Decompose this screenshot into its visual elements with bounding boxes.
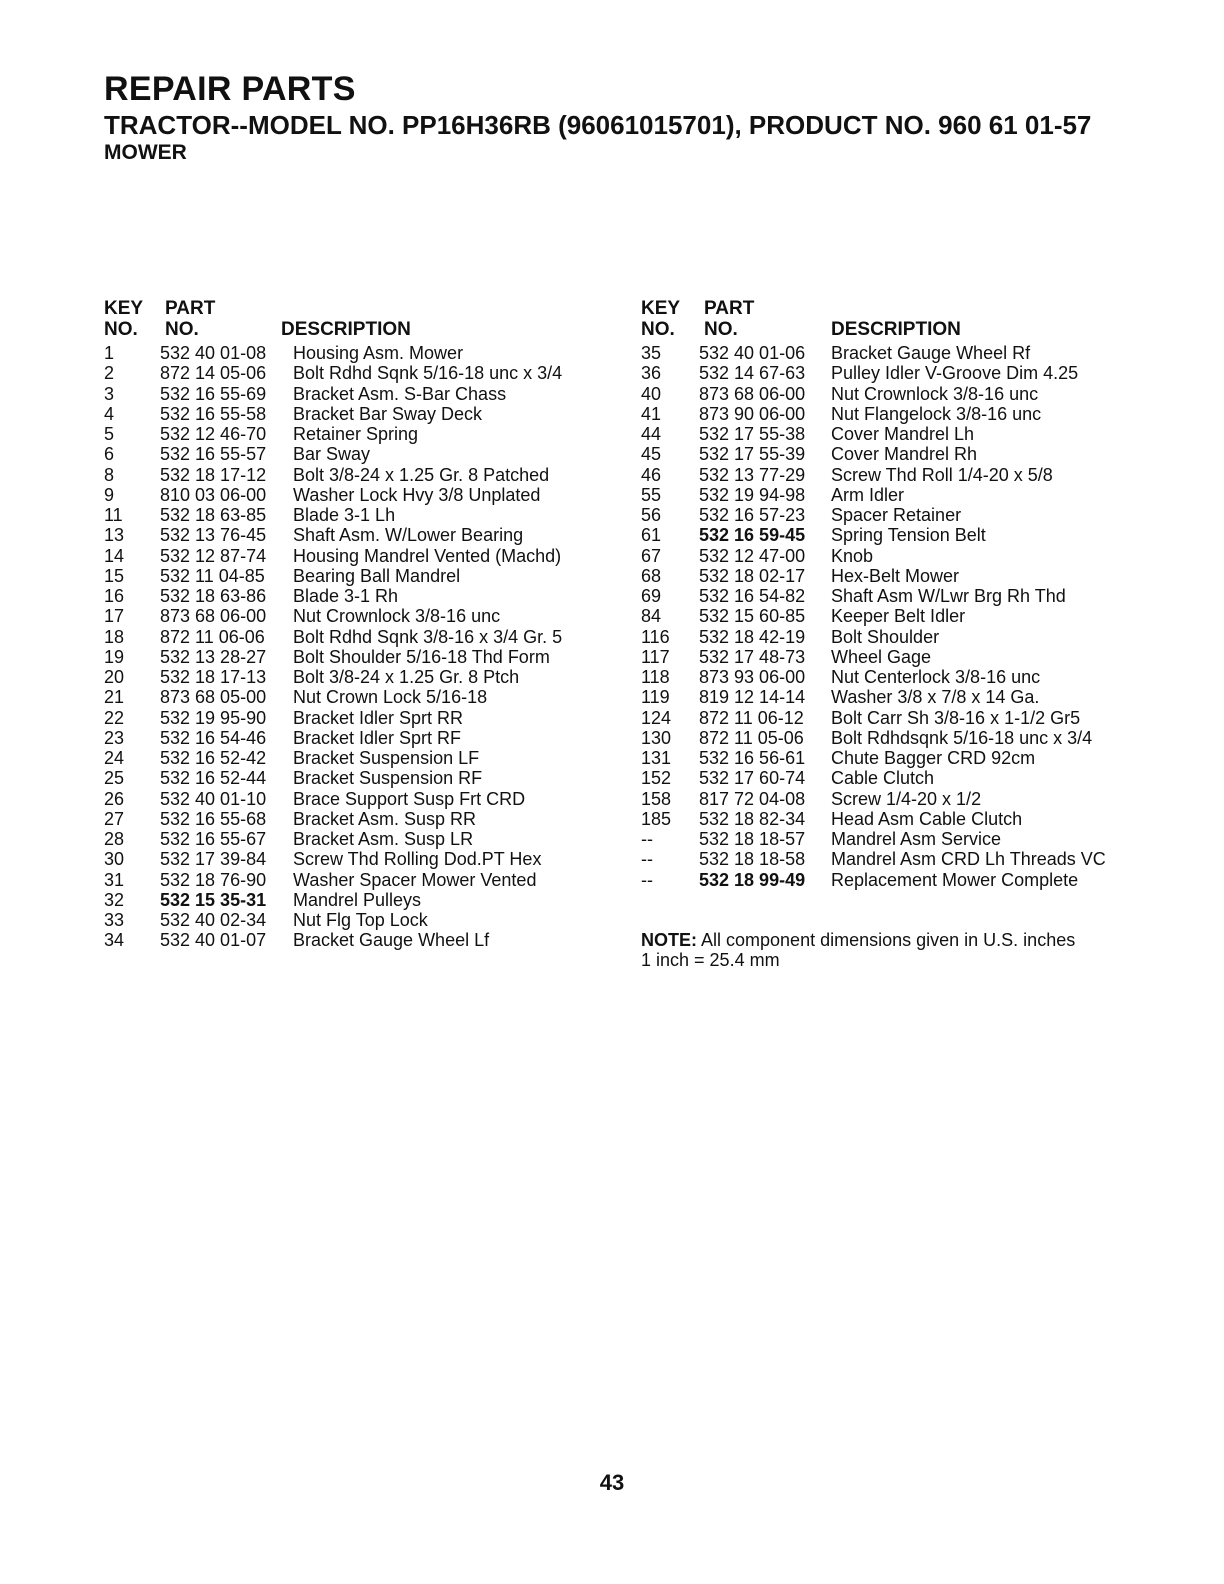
part-number: 532 15 60-85 (699, 606, 806, 627)
part-number: 532 18 42-19 (699, 626, 806, 647)
key-number: 55 (641, 484, 662, 505)
part-description: Nut Crown Lock 5/16-18 (293, 687, 488, 708)
part-description: Spring Tension Belt (831, 525, 986, 546)
key-number: 25 (104, 768, 125, 789)
part-number: 873 68 05-00 (160, 687, 267, 708)
part-number: 532 17 55-39 (699, 444, 806, 465)
key-number: 18 (104, 626, 125, 647)
part-description: Housing Asm. Mower (293, 343, 464, 363)
key-number: 36 (641, 363, 662, 384)
table-row (104, 667, 604, 687)
key-number: 26 (104, 788, 125, 809)
part-number: 532 40 01-10 (160, 788, 267, 809)
table-row (104, 890, 604, 910)
table-row (104, 910, 604, 930)
key-number: 23 (104, 727, 125, 748)
part-number: 532 18 17-13 (160, 667, 267, 687)
key-number: 24 (104, 748, 125, 768)
part-number: 532 16 55-57 (160, 444, 267, 465)
table-row (104, 525, 604, 545)
part-number: 532 16 57-23 (699, 505, 806, 525)
part-description: Bolt 3/8-24 x 1.25 Gr. 8 Patched (293, 464, 550, 485)
part-description: Shaft Asm. W/Lower Bearing (293, 525, 524, 546)
table-row (104, 586, 604, 606)
table-row (104, 768, 604, 788)
key-header-line2: NO. (104, 319, 138, 340)
table-row (104, 849, 604, 869)
table-row (104, 606, 604, 626)
table-row (641, 384, 1161, 404)
table-row (641, 829, 1161, 849)
part-description: Knob (831, 545, 874, 566)
key-number: 9 (104, 484, 115, 505)
description-header: DESCRIPTION (281, 319, 411, 340)
part-number: 532 19 95-90 (160, 707, 267, 728)
part-number: 532 12 47-00 (699, 545, 806, 566)
part-number: 532 18 18-57 (699, 829, 806, 849)
table-row (641, 606, 1161, 626)
part-number: 532 18 18-58 (699, 849, 806, 870)
part-description: Chute Bagger CRD 92cm (831, 748, 1036, 768)
key-number: 131 (641, 748, 672, 768)
table-row (104, 424, 604, 444)
note-label: NOTE: (641, 930, 697, 950)
page-title: REPAIR PARTS (104, 70, 356, 108)
section-title: MOWER (104, 141, 187, 164)
part-number: 532 18 99-49 (699, 869, 806, 890)
note-conversion: 1 inch = 25.4 mm (641, 950, 780, 970)
part-description: Bracket Gauge Wheel Rf (831, 343, 1031, 363)
key-number: 130 (641, 727, 672, 748)
key-header-line1: KEY (641, 298, 681, 319)
parts-table-right (641, 299, 1161, 890)
part-number: 532 12 46-70 (160, 424, 267, 444)
key-number: 118 (641, 667, 670, 687)
table-row (641, 444, 1161, 464)
table-row (104, 687, 604, 707)
table-row (641, 505, 1161, 525)
part-number: 872 11 06-12 (699, 707, 804, 728)
key-number: 30 (104, 849, 125, 870)
part-number: 532 40 01-06 (699, 343, 806, 363)
key-number: 67 (641, 545, 662, 566)
part-description: Cable Clutch (831, 768, 935, 789)
part-description: Mandrel Asm Service (831, 829, 1002, 849)
key-number: 5 (104, 424, 115, 444)
part-description: Screw 1/4-20 x 1/2 (831, 788, 982, 809)
part-description: Nut Crownlock 3/8-16 unc (293, 606, 501, 627)
table-row (104, 829, 604, 849)
key-number: 40 (641, 383, 662, 404)
key-number: -- (641, 849, 653, 870)
part-description: Brace Support Susp Frt CRD (293, 788, 526, 809)
table-row (641, 627, 1161, 647)
part-description: Spacer Retainer (831, 505, 962, 525)
table-row (641, 485, 1161, 505)
part-description: Bracket Bar Sway Deck (293, 403, 483, 424)
part-description: Bolt Rdhd Sqnk 3/8-16 x 3/4 Gr. 5 (293, 626, 563, 647)
table-row (641, 546, 1161, 566)
key-number: 33 (104, 910, 125, 930)
part-description: Bearing Ball Mandrel (293, 565, 461, 586)
part-description: Blade 3-1 Lh (293, 505, 396, 525)
part-number: 532 13 28-27 (160, 646, 267, 667)
part-description: Bolt Rdhd Sqnk 5/16-18 unc x 3/4 (293, 363, 563, 384)
table-row (104, 566, 604, 586)
part-number: 873 68 06-00 (699, 383, 806, 404)
part-number: 817 72 04-08 (699, 788, 806, 809)
table-row (104, 870, 604, 890)
key-number: 34 (104, 930, 125, 951)
part-description: Shaft Asm W/Lwr Brg Rh Thd (831, 586, 1066, 606)
table-row (104, 363, 604, 383)
table-row (641, 667, 1161, 687)
part-description: Arm Idler (831, 484, 905, 505)
table-header (104, 299, 604, 343)
part-description: Bracket Idler Sprt RF (293, 727, 462, 748)
part-description: Bolt Shoulder 5/16-18 Thd Form (293, 646, 550, 667)
key-number: 11 (104, 505, 123, 525)
dimension-note (641, 930, 1075, 970)
table-row (104, 627, 604, 647)
page-number: 43 (599, 1470, 625, 1495)
key-number: 27 (104, 808, 125, 829)
table-row (641, 647, 1161, 667)
key-number: 45 (641, 444, 662, 465)
part-description: Washer 3/8 x 7/8 x 14 Ga. (831, 687, 1040, 708)
parts-table-left (104, 299, 604, 951)
part-description: Mandrel Pulleys (293, 889, 422, 910)
part-header-line1: PART (704, 298, 755, 319)
table-row (641, 789, 1161, 809)
table-row (641, 363, 1161, 383)
part-number: 873 93 06-00 (699, 667, 806, 687)
key-number: 35 (641, 343, 662, 363)
part-number: 532 18 82-34 (699, 808, 806, 829)
key-number: 152 (641, 768, 672, 789)
part-number: 532 13 76-45 (160, 525, 267, 546)
part-description: Bracket Suspension LF (293, 748, 480, 768)
part-description: Nut Centerlock 3/8-16 unc (831, 667, 1041, 687)
key-header-line2: NO. (641, 319, 675, 340)
part-number: 532 17 55-38 (699, 424, 806, 444)
table-row (641, 566, 1161, 586)
key-number: 2 (104, 363, 115, 384)
part-description: Bracket Suspension RF (293, 768, 483, 789)
key-number: 69 (641, 586, 662, 606)
key-header-line1: KEY (104, 298, 144, 319)
key-number: 4 (104, 403, 115, 424)
key-number: 41 (641, 403, 662, 424)
part-number: 532 13 77-29 (699, 464, 806, 485)
part-number: 532 19 94-98 (699, 484, 806, 505)
part-description: Cover Mandrel Rh (831, 444, 978, 465)
part-description: Mandrel Asm CRD Lh Threads VC (831, 849, 1106, 870)
part-number: 532 18 17-12 (160, 464, 267, 485)
part-number: 532 16 59-45 (699, 525, 806, 546)
part-number: 819 12 14-14 (699, 687, 806, 708)
parts-list-right (641, 343, 1161, 890)
table-row (641, 708, 1161, 728)
key-number: 14 (104, 545, 125, 566)
table-row (641, 748, 1161, 768)
table-row (104, 647, 604, 667)
part-description: Nut Flangelock 3/8-16 unc (831, 403, 1042, 424)
key-number: 3 (104, 383, 115, 404)
part-description: Screw Thd Rolling Dod.PT Hex (293, 849, 542, 870)
part-description: Nut Flg Top Lock (293, 910, 428, 930)
part-number: 532 16 54-82 (699, 586, 806, 606)
part-description: Bolt Rdhdsqnk 5/16-18 unc x 3/4 (831, 727, 1093, 748)
part-number: 872 11 05-06 (699, 727, 804, 748)
table-row (641, 870, 1161, 890)
table-row (641, 586, 1161, 606)
description-header: DESCRIPTION (831, 319, 961, 340)
part-description: Screw Thd Roll 1/4-20 x 5/8 (831, 464, 1053, 485)
table-row (641, 849, 1161, 869)
part-number: 532 16 54-46 (160, 727, 267, 748)
part-description: Blade 3-1 Rh (293, 586, 399, 606)
part-header-line2: NO. (704, 319, 738, 340)
key-number: 13 (104, 525, 125, 546)
part-number: 873 90 06-00 (699, 403, 806, 424)
part-description: Bracket Asm. Susp RR (293, 808, 477, 829)
table-row (104, 728, 604, 748)
part-description: Bracket Gauge Wheel Lf (293, 930, 490, 951)
key-number: -- (641, 829, 653, 849)
key-number: 20 (104, 667, 125, 687)
key-number: 32 (104, 889, 125, 910)
key-number: 15 (104, 565, 125, 586)
part-number: 532 18 63-86 (160, 586, 267, 606)
part-number: 532 17 39-84 (160, 849, 267, 870)
part-number: 532 14 67-63 (699, 363, 806, 384)
note-text: All component dimensions given in U.S. inches (701, 930, 1076, 950)
part-description: Hex-Belt Mower (831, 565, 960, 586)
table-row (641, 687, 1161, 707)
parts-list-left (104, 343, 604, 951)
part-header-line2: NO. (165, 319, 199, 340)
part-number: 532 11 04-85 (160, 565, 265, 586)
part-description: Cover Mandrel Lh (831, 424, 975, 444)
table-row (104, 930, 604, 950)
key-number: 17 (104, 606, 125, 627)
part-description: Washer Spacer Mower Vented (293, 869, 537, 890)
key-number: 119 (641, 687, 670, 708)
part-number: 532 12 87-74 (160, 545, 267, 566)
key-number: 22 (104, 707, 125, 728)
key-number: 68 (641, 565, 662, 586)
part-description: Pulley Idler V-Groove Dim 4.25 (831, 363, 1079, 384)
table-row (104, 546, 604, 566)
table-row (104, 505, 604, 525)
part-number: 532 40 01-07 (160, 930, 267, 951)
part-number: 532 16 52-42 (160, 748, 267, 768)
key-number: 6 (104, 444, 115, 465)
part-number: 532 18 76-90 (160, 869, 267, 890)
table-row (641, 343, 1161, 363)
part-number: 532 15 35-31 (160, 889, 267, 910)
table-row (104, 789, 604, 809)
part-number: 532 17 48-73 (699, 646, 806, 667)
part-number: 532 16 55-68 (160, 808, 267, 829)
part-description: Bolt 3/8-24 x 1.25 Gr. 8 Ptch (293, 667, 520, 687)
key-number: 84 (641, 606, 662, 627)
key-number: 19 (104, 646, 125, 667)
part-number: 810 03 06-00 (160, 484, 267, 505)
model-subtitle: TRACTOR--MODEL NO. PP16H36RB (96061015701), PRODUCT NO. 960 61 01-57 (104, 110, 1092, 140)
part-description: Bracket Asm. S-Bar Chass (293, 383, 507, 404)
table-row (104, 404, 604, 424)
key-number: 44 (641, 424, 662, 444)
table-row (641, 404, 1161, 424)
key-number: 21 (104, 687, 125, 708)
part-number: 532 16 56-61 (699, 748, 806, 768)
part-description: Head Asm Cable Clutch (831, 808, 1023, 829)
table-row (104, 485, 604, 505)
key-number: 61 (641, 525, 662, 546)
part-number: 532 18 63-85 (160, 505, 267, 525)
part-header-line1: PART (165, 298, 216, 319)
key-number: 185 (641, 808, 672, 829)
table-row (641, 465, 1161, 485)
part-description: Washer Lock Hvy 3/8 Unplated (293, 484, 541, 505)
part-number: 872 14 05-06 (160, 363, 267, 384)
key-number: 1 (104, 343, 115, 363)
table-row (104, 343, 604, 363)
part-number: 532 18 02-17 (699, 565, 806, 586)
table-row (641, 768, 1161, 788)
key-number: 124 (641, 707, 672, 728)
table-row (104, 384, 604, 404)
key-number: 28 (104, 829, 125, 849)
table-header (641, 299, 1161, 343)
part-description: Replacement Mower Complete (831, 869, 1079, 890)
part-description: Retainer Spring (293, 424, 419, 444)
key-number: 116 (641, 626, 670, 647)
part-number: 532 40 02-34 (160, 910, 267, 930)
part-number: 532 16 52-44 (160, 768, 267, 789)
key-number: 16 (104, 586, 125, 606)
part-description: Bolt Carr Sh 3/8-16 x 1-1/2 Gr5 (831, 707, 1081, 728)
part-description: Wheel Gage (831, 646, 932, 667)
table-row (104, 444, 604, 464)
key-number: 117 (641, 646, 670, 667)
table-row (641, 424, 1161, 444)
table-row (641, 809, 1161, 829)
key-number: -- (641, 869, 653, 890)
key-number: 31 (104, 869, 125, 890)
part-number: 532 40 01-08 (160, 343, 267, 363)
table-row (104, 748, 604, 768)
part-description: Housing Mandrel Vented (Machd) (293, 545, 562, 566)
table-row (104, 809, 604, 829)
part-number: 532 16 55-58 (160, 403, 267, 424)
part-number: 532 16 55-67 (160, 829, 267, 849)
key-number: 46 (641, 464, 662, 485)
part-description: Bracket Asm. Susp LR (293, 829, 474, 849)
key-number: 158 (641, 788, 672, 809)
table-row (641, 525, 1161, 545)
part-description: Bolt Shoulder (831, 626, 940, 647)
table-row (104, 465, 604, 485)
part-number: 532 16 55-69 (160, 383, 267, 404)
part-number: 872 11 06-06 (160, 626, 265, 647)
part-number: 873 68 06-00 (160, 606, 267, 627)
part-description: Bracket Idler Sprt RR (293, 707, 464, 728)
key-number: 8 (104, 464, 115, 485)
key-number: 56 (641, 505, 662, 525)
part-description: Nut Crownlock 3/8-16 unc (831, 383, 1039, 404)
table-row (104, 708, 604, 728)
table-row (641, 728, 1161, 748)
part-description: Keeper Belt Idler (831, 606, 966, 627)
part-description: Bar Sway (293, 444, 371, 465)
part-number: 532 17 60-74 (699, 768, 806, 789)
